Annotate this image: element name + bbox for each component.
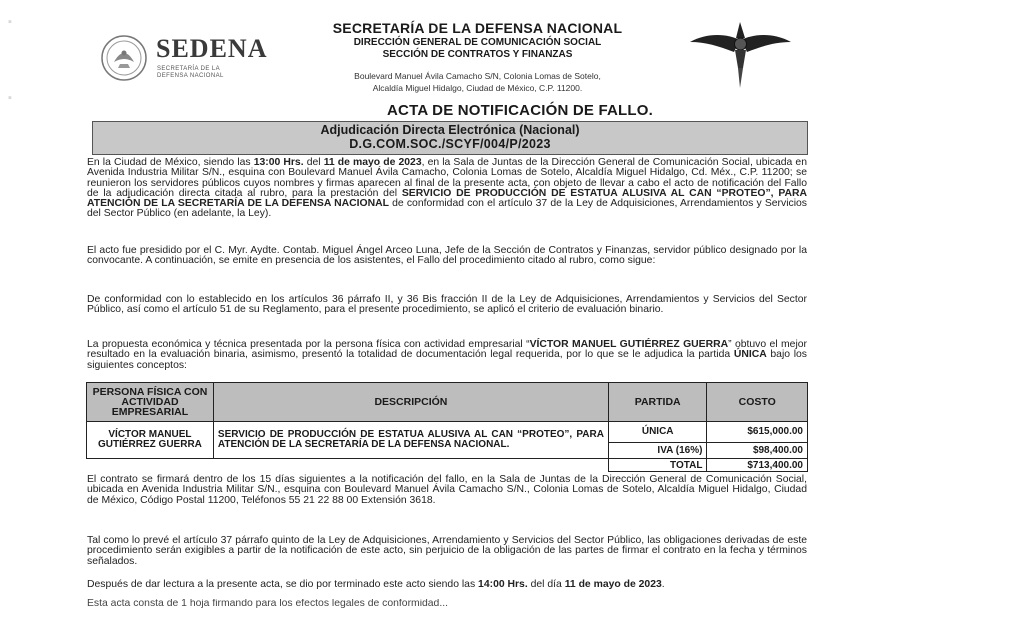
paragraph-contract: El contrato se firmará dentro de los 15 días siguientes a la notificación del fallo, en la Sala de Juntas de la Dirección General de Comunicación Social, ubicada en Avenida Industria Militar S/N., esquina con Boulevard Manuel Ávila Camacho S/N., Colonia Lomas de Sotelo, Alcaldía Miguel Hidalgo, Ciudad de México, Código Postal 11200, Teléfonos 55 21 22 88 00 Extensión 3618. [87, 474, 807, 506]
table-header-row [87, 383, 808, 422]
col-header-persona: PERSONA FÍSICA CON ACTIVIDAD EMPRESARIAL [87, 383, 214, 422]
partida-value: ÚNICA [733, 349, 767, 361]
margin-ghost-mark: ▪ [8, 92, 12, 104]
margin-ghost-mark: ▪ [8, 16, 12, 28]
iva-label: IVA (16%) [608, 442, 707, 458]
text-run: En la Ciudad de México, siendo las [87, 157, 254, 168]
col-header-partida: PARTIDA [608, 383, 707, 422]
header-title: SECRETARÍA DE LA DEFENSA NACIONAL [332, 20, 623, 36]
procedure-box [92, 121, 808, 155]
text-run: La propuesta económica y técnica presentada por la persona física con actividad empresarial “ [87, 339, 530, 350]
text-run: Después de dar lectura a la presente acta, se dio por terminado este acto siendo las [87, 579, 479, 590]
paragraph-obligations: Tal como lo prevé el artículo 37 párrafo quinto de la Ley de Adquisiciones, Arrendamiento y Servicios del Sector Público, las obligaciones derivadas de este procedimiento serán exigibles a partir de la notificación de este acto, sin perjuicio de la obligación de las partes de firmar el contrato en la fecha y términos señalados. [87, 535, 807, 567]
paragraph-opening [87, 158, 807, 220]
table-row [87, 422, 808, 443]
logo-subtitle: SECRETARÍA DE LA DEFENSA NACIONAL [157, 66, 224, 79]
header-address-line: Alcaldía Miguel Hidalgo, Ciudad de México, C.P. 11200. [372, 83, 583, 93]
text-run: , en la Sala de Juntas de la Dirección General de Comunicación Social, ubicada en Avenida Industria Militar S/N., esquina con Boulevard Manuel Ávila Camacho, Colonia Lomas de Sotelo, Alcaldía Miguel Hidalgo, Cd. Méx., C.P. 11200; se reunieron los servidores públicos cuyos nombres y firmas aparecen al final de la presente acta, con objeto de llevar a cabo el acto de notificación del Fallo de la adjudicación directa citada al rubro, para la prestación del [87, 157, 807, 199]
award-table [86, 382, 808, 472]
date-value: 11 de mayo de 2023 [564, 579, 662, 590]
text-run: del día [527, 579, 565, 590]
total-label: TOTAL [608, 459, 707, 472]
procedure-type: Adjudicación Directa Electrónica (Nacional) [320, 123, 580, 137]
eagle-emblem-icon [688, 20, 793, 90]
logo-wordmark: SEDENA [156, 34, 268, 63]
header-address [300, 70, 655, 94]
supplier-name: VÍCTOR MANUEL GUTIÉRREZ GUERRA [529, 339, 729, 350]
paragraph-award [87, 340, 807, 371]
paragraph-cut-off: Esta acta consta de 1 hoja firmando para los efectos legales de conformidad... [87, 599, 448, 609]
national-seal-icon [100, 34, 148, 82]
col-header-costo: COSTO [707, 383, 808, 422]
document-title: ACTA DE NOTIFICACIÓN DE FALLO. [387, 102, 653, 119]
table-row-total [87, 459, 808, 472]
sedena-logo [100, 30, 300, 85]
paragraph-closing [87, 580, 807, 590]
empty-cell [213, 459, 608, 472]
header-subtitle-line: DIRECCIÓN GENERAL DE COMUNICACIÓN SOCIAL [353, 37, 602, 48]
text-run: del [303, 157, 324, 168]
service-name: SERVICIO DE PRODUCCIÓN DE ESTATUA ALUSIVA AL CAN “PROTEO”, PARA ATENCIÓN DE LA SECRETARÍA DE LA DEFENSA NACIONAL [87, 187, 807, 210]
total-value: $713,400.00 [707, 459, 808, 472]
header-subtitle [300, 37, 655, 61]
col-header-descripcion: DESCRIPCIÓN [213, 383, 608, 422]
header-address-line: Boulevard Manuel Ávila Camacho S/N, Colonia Lomas de Sotelo, [354, 71, 601, 81]
cell-persona: VÍCTOR MANUEL GUTIÉRREZ GUERRA [87, 422, 214, 459]
text-run: ” obtuvo el mejor resultado en la evaluación binaria, asimismo, presentó la totalidad de documentación legal requerida, por lo que se le adjudica la partida [87, 339, 807, 361]
cell-costo: $615,000.00 [707, 422, 808, 443]
cell-partida: ÚNICA [608, 422, 707, 443]
time-value: 13:00 Hrs. [253, 157, 304, 168]
empty-cell [87, 459, 214, 472]
text-run: . [661, 579, 665, 590]
header-subtitle-line: SECCIÓN DE CONTRATOS Y FINANZAS [382, 49, 573, 60]
procedure-number: D.G.COM.SOC./SCYF/004/P/2023 [349, 137, 551, 151]
cell-descripcion: SERVICIO DE PRODUCCIÓN DE ESTATUA ALUSIVA AL CAN “PROTEO”, PARA ATENCIÓN DE LA SECRETARÍA DE LA DEFENSA NACIONAL. [213, 422, 608, 459]
paragraph-presided: El acto fue presidido por el C. Myr. Aydte. Contab. Miguel Ángel Arceo Luna, Jefe de la Sección de Contratos y Finanzas, servidor público designado por la convocante. A continuación, se emite en presencia de los asistentes, el Fallo del procedimiento citado al rubro, como sigue: [87, 245, 807, 267]
time-value: 14:00 Hrs. [478, 579, 528, 590]
text-run: de conformidad con el artículo 37 de la Ley de Adquisiciones, Arrendamientos y Servicios del Sector Público (en adelante, la Ley). [87, 198, 807, 220]
text-run: bajo los siguientes conceptos: [87, 349, 808, 371]
iva-value: $98,400.00 [707, 442, 808, 458]
date-value: 11 de mayo de 2023 [323, 157, 422, 168]
paragraph-legal-basis: De conformidad con lo establecido en los artículos 36 párrafo II, y 36 Bis fracción II de la Ley de Adquisiciones, Arrendamientos y Servicios del Sector Público, así como el artículo 51 de su Reglamento, para el presente procedimiento, se aplicó el criterio de evaluación binario. [87, 294, 807, 316]
